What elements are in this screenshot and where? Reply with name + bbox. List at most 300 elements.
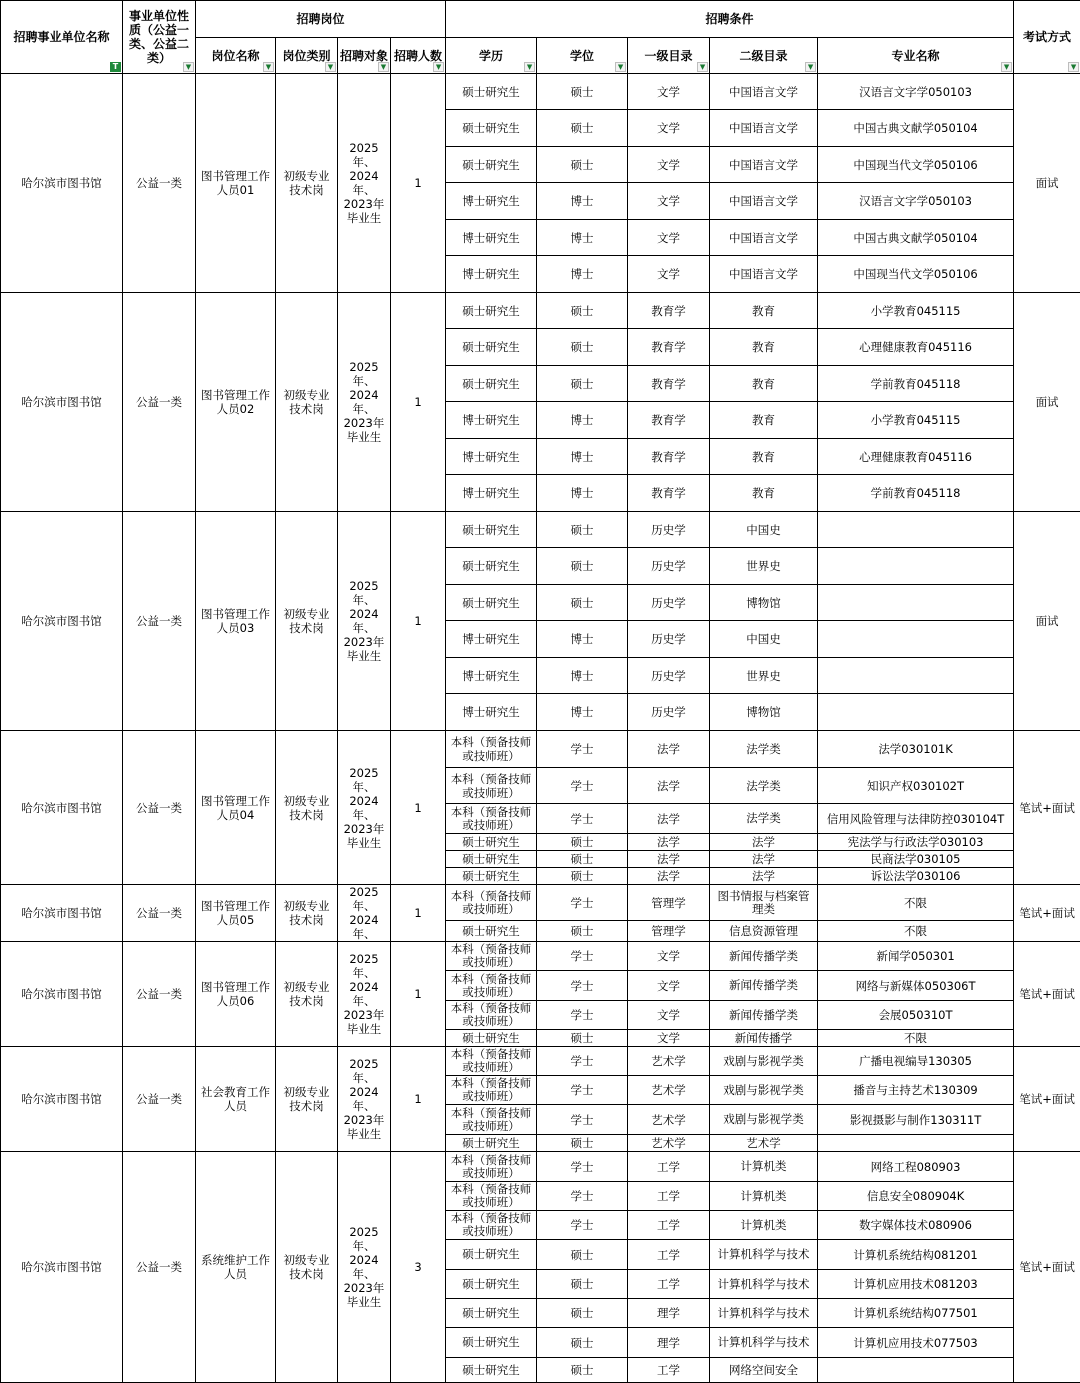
cell-unit-name[interactable]: 哈尔滨市图书馆 [1,731,123,885]
cell-second-cat[interactable]: 中国语言文学 [710,74,818,110]
cell-education[interactable]: 本科（预备技师或技师班） [446,1047,537,1076]
cell-major[interactable]: 学前教育045118 [818,475,1014,512]
cell-major[interactable]: 计算机应用技术081203 [818,1270,1014,1299]
cell-first-cat[interactable]: 教育学 [628,366,710,402]
cell-education[interactable]: 博士研究生 [446,439,537,475]
cell-degree[interactable]: 硕士 [537,110,628,147]
table-row [1,74,1080,110]
cell-first-cat[interactable]: 工学 [628,1240,710,1270]
cell-degree[interactable]: 学士 [537,1105,628,1135]
cell-degree[interactable]: 硕士 [537,921,628,942]
cell-degree[interactable]: 学士 [537,1211,628,1240]
header-cond-group: 招聘条件 [446,1,1014,38]
cell-second-cat[interactable]: 教育 [710,329,818,366]
cell-second-cat[interactable]: 法学类 [710,804,818,834]
cell-degree[interactable]: 硕士 [537,868,628,885]
cell-first-cat[interactable]: 工学 [628,1152,710,1182]
cell-degree[interactable]: 博士 [537,183,628,220]
cell-major[interactable]: 数字媒体技术080906 [818,1211,1014,1240]
cell-education[interactable]: 本科（预备技师或技师班） [446,885,537,921]
cell-post-type[interactable]: 初级专业技术岗 [276,1047,338,1152]
cell-major[interactable]: 不限 [818,921,1014,942]
cell-major[interactable]: 信用风险管理与法律防控030104T [818,804,1014,834]
cell-education[interactable]: 硕士研究生 [446,110,537,147]
cell-first-cat[interactable]: 法学 [628,834,710,851]
header-second-cat[interactable]: 二级目录 ▼ [710,38,818,74]
cell-degree[interactable]: 硕士 [537,1030,628,1047]
cell-unit-nature[interactable]: 公益一类 [123,512,196,731]
cell-first-cat[interactable]: 文学 [628,256,710,293]
cell-education[interactable]: 本科（预备技师或技师班） [446,1152,537,1182]
cell-education[interactable]: 硕士研究生 [446,1240,537,1270]
cell-education[interactable]: 博士研究生 [446,183,537,220]
cell-degree[interactable]: 硕士 [537,851,628,868]
cell-education[interactable]: 硕士研究生 [446,329,537,366]
cell-second-cat[interactable]: 世界史 [710,548,818,585]
table-row [1,1047,1080,1076]
dropdown-arrow-icon[interactable]: ▼ [433,62,444,72]
cell-second-cat[interactable]: 中国语言文学 [710,147,818,183]
header-education[interactable]: 学历 ▼ [446,38,537,74]
cell-unit-nature[interactable]: 公益一类 [123,293,196,512]
cell-first-cat[interactable]: 管理学 [628,921,710,942]
cell-degree[interactable]: 学士 [537,731,628,768]
cell-major[interactable] [818,694,1014,731]
cell-post-name[interactable]: 图书管理工作人员06 [196,942,276,1047]
cell-major[interactable]: 宪法学与行政法学030103 [818,834,1014,851]
cell-exam[interactable]: 面试 [1014,74,1080,293]
cell-degree[interactable]: 硕士 [537,329,628,366]
cell-second-cat[interactable]: 计算机类 [710,1152,818,1182]
table-row [1,1152,1080,1182]
cell-degree[interactable]: 硕士 [537,1135,628,1152]
cell-major[interactable]: 汉语言文字学050103 [818,74,1014,110]
cell-degree[interactable]: 学士 [537,1076,628,1105]
cell-post-type[interactable]: 初级专业技术岗 [276,885,338,942]
dropdown-arrow-icon[interactable]: ▼ [805,62,816,72]
cell-exam[interactable]: 面试 [1014,512,1080,731]
cell-first-cat[interactable]: 文学 [628,183,710,220]
cell-target[interactable]: 2025年、2024年、 [338,885,391,942]
cell-degree[interactable]: 硕士 [537,1328,628,1358]
cell-unit-nature[interactable]: 公益一类 [123,885,196,942]
cell-major[interactable]: 计算机应用技术077503 [818,1328,1014,1358]
cell-second-cat[interactable]: 教育 [710,366,818,402]
cell-first-cat[interactable]: 工学 [628,1182,710,1211]
cell-education[interactable]: 博士研究生 [446,220,537,256]
header-count[interactable]: 招聘人数 ▼ [391,38,446,74]
cell-first-cat[interactable]: 历史学 [628,512,710,548]
cell-first-cat[interactable]: 艺术学 [628,1076,710,1105]
cell-major[interactable] [818,512,1014,548]
header-unit-nature[interactable]: 事业单位性质（公益一类、公益二类） ▼ [123,1,196,74]
cell-degree[interactable]: 硕士 [537,74,628,110]
cell-second-cat[interactable]: 计算机科学与技术 [710,1299,818,1328]
cell-first-cat[interactable]: 理学 [628,1299,710,1328]
cell-first-cat[interactable]: 教育学 [628,293,710,329]
table-body [1,74,1080,1383]
cell-post-name[interactable]: 系统维护工作人员 [196,1152,276,1383]
cell-major[interactable]: 中国现当代文学050106 [818,256,1014,293]
cell-second-cat[interactable]: 教育 [710,439,818,475]
cell-education[interactable]: 硕士研究生 [446,548,537,585]
dropdown-arrow-icon[interactable]: ▼ [183,62,194,72]
cell-education[interactable]: 硕士研究生 [446,1135,537,1152]
cell-first-cat[interactable]: 艺术学 [628,1047,710,1076]
cell-post-name[interactable]: 图书管理工作人员04 [196,731,276,885]
cell-exam[interactable]: 笔试+面试 [1014,1152,1080,1383]
table-row [1,731,1080,768]
cell-first-cat[interactable]: 文学 [628,110,710,147]
cell-first-cat[interactable]: 艺术学 [628,1105,710,1135]
cell-second-cat[interactable]: 中国语言文学 [710,220,818,256]
cell-target[interactable]: 2025年、2024年、2023年毕业生 [338,74,391,293]
cell-count[interactable]: 1 [391,1047,446,1152]
cell-second-cat[interactable]: 法学类 [710,731,818,768]
header-post-type[interactable]: 岗位类别 ▼ [276,38,338,74]
cell-education[interactable]: 硕士研究生 [446,1328,537,1358]
cell-second-cat[interactable]: 计算机科学与技术 [710,1240,818,1270]
cell-education[interactable]: 本科（预备技师或技师班） [446,1182,537,1211]
cell-education[interactable]: 本科（预备技师或技师班） [446,768,537,804]
header-first-cat[interactable]: 一级目录 ▼ [628,38,710,74]
cell-degree[interactable]: 学士 [537,768,628,804]
cell-education[interactable]: 硕士研究生 [446,293,537,329]
cell-second-cat[interactable]: 中国语言文学 [710,110,818,147]
cell-post-type[interactable]: 初级专业技术岗 [276,731,338,885]
header-target[interactable]: 招聘对象 ▼ [338,38,391,74]
cell-first-cat[interactable]: 文学 [628,1001,710,1030]
cell-second-cat[interactable]: 法学 [710,851,818,868]
cell-major[interactable]: 计算机系统结构077501 [818,1299,1014,1328]
cell-second-cat[interactable]: 计算机科学与技术 [710,1328,818,1358]
dropdown-arrow-icon[interactable]: ▼ [1068,62,1079,72]
cell-first-cat[interactable]: 教育学 [628,329,710,366]
cell-education[interactable]: 硕士研究生 [446,1270,537,1299]
header-exam[interactable]: 考试方式 ▼ [1014,1,1080,74]
cell-first-cat[interactable]: 法学 [628,851,710,868]
filter-active-icon[interactable]: T [110,62,121,72]
cell-degree[interactable]: 学士 [537,1001,628,1030]
cell-major[interactable]: 中国古典文献学050104 [818,110,1014,147]
cell-education[interactable]: 本科（预备技师或技师班） [446,731,537,768]
cell-count[interactable]: 1 [391,293,446,512]
cell-unit-nature[interactable]: 公益一类 [123,1152,196,1383]
cell-major[interactable]: 小学教育045115 [818,402,1014,439]
cell-first-cat[interactable]: 历史学 [628,694,710,731]
cell-second-cat[interactable]: 信息资源管理 [710,921,818,942]
cell-post-type[interactable]: 初级专业技术岗 [276,512,338,731]
cell-target[interactable]: 2025年、2024年、2023年毕业生 [338,512,391,731]
cell-major[interactable]: 广播电视编导130305 [818,1047,1014,1076]
cell-degree[interactable]: 博士 [537,621,628,658]
cell-second-cat[interactable]: 艺术学 [710,1135,818,1152]
cell-first-cat[interactable]: 教育学 [628,439,710,475]
cell-first-cat[interactable]: 文学 [628,74,710,110]
cell-first-cat[interactable]: 法学 [628,731,710,768]
cell-second-cat[interactable]: 戏剧与影视学类 [710,1076,818,1105]
dropdown-arrow-icon[interactable]: ▼ [524,62,535,72]
table-row [1,885,1080,921]
cell-count[interactable]: 1 [391,731,446,885]
cell-degree[interactable]: 学士 [537,942,628,971]
cell-major[interactable]: 小学教育045115 [818,293,1014,329]
cell-education[interactable]: 硕士研究生 [446,868,537,885]
cell-major[interactable]: 诉讼法学030106 [818,868,1014,885]
cell-degree[interactable]: 博士 [537,402,628,439]
table-row [1,512,1080,548]
cell-education[interactable]: 硕士研究生 [446,834,537,851]
cell-degree[interactable]: 学士 [537,1152,628,1182]
cell-first-cat[interactable]: 文学 [628,1030,710,1047]
cell-first-cat[interactable]: 法学 [628,804,710,834]
cell-post-type[interactable]: 初级专业技术岗 [276,942,338,1047]
dropdown-arrow-icon[interactable]: ▼ [615,62,626,72]
cell-education[interactable]: 本科（预备技师或技师班） [446,1076,537,1105]
cell-exam[interactable]: 笔试+面试 [1014,885,1080,942]
cell-degree[interactable]: 博士 [537,475,628,512]
cell-first-cat[interactable]: 法学 [628,768,710,804]
cell-post-name[interactable]: 图书管理工作人员03 [196,512,276,731]
cell-major[interactable] [818,1358,1014,1383]
cell-first-cat[interactable]: 文学 [628,971,710,1001]
cell-unit-nature[interactable]: 公益一类 [123,74,196,293]
cell-education[interactable]: 硕士研究生 [446,1299,537,1328]
cell-post-name[interactable]: 图书管理工作人员01 [196,74,276,293]
cell-first-cat[interactable]: 管理学 [628,885,710,921]
cell-major[interactable] [818,621,1014,658]
cell-degree[interactable]: 硕士 [537,1240,628,1270]
cell-degree[interactable]: 硕士 [537,512,628,548]
cell-unit-name[interactable]: 哈尔滨市图书馆 [1,74,123,293]
cell-second-cat[interactable]: 法学类 [710,768,818,804]
cell-major[interactable]: 播音与主持艺术130309 [818,1076,1014,1105]
cell-education[interactable]: 博士研究生 [446,694,537,731]
cell-major[interactable]: 汉语言文字学050103 [818,183,1014,220]
cell-first-cat[interactable]: 历史学 [628,548,710,585]
cell-education[interactable]: 硕士研究生 [446,147,537,183]
cell-post-type[interactable]: 初级专业技术岗 [276,74,338,293]
cell-degree[interactable]: 硕士 [537,1358,628,1383]
cell-major[interactable] [818,658,1014,694]
cell-second-cat[interactable]: 教育 [710,475,818,512]
cell-second-cat[interactable]: 新闻传播学类 [710,971,818,1001]
cell-education[interactable]: 硕士研究生 [446,1030,537,1047]
cell-major[interactable]: 中国现当代文学050106 [818,147,1014,183]
cell-first-cat[interactable]: 历史学 [628,658,710,694]
cell-degree[interactable]: 硕士 [537,147,628,183]
cell-major[interactable]: 信息安全080904K [818,1182,1014,1211]
cell-second-cat[interactable]: 中国语言文学 [710,183,818,220]
cell-first-cat[interactable]: 教育学 [628,475,710,512]
header-degree[interactable]: 学位 ▼ [537,38,628,74]
cell-first-cat[interactable]: 工学 [628,1358,710,1383]
cell-target[interactable]: 2025年、2024年、2023年毕业生 [338,293,391,512]
cell-degree[interactable]: 学士 [537,885,628,921]
cell-count[interactable]: 3 [391,1152,446,1383]
cell-major[interactable]: 中国古典文献学050104 [818,220,1014,256]
cell-major[interactable]: 心理健康教育045116 [818,329,1014,366]
cell-unit-nature[interactable]: 公益一类 [123,1047,196,1152]
cell-education[interactable]: 博士研究生 [446,256,537,293]
cell-unit-nature[interactable]: 公益一类 [123,942,196,1047]
cell-second-cat[interactable]: 教育 [710,293,818,329]
cell-second-cat[interactable]: 中国史 [710,621,818,658]
cell-count[interactable]: 1 [391,74,446,293]
cell-second-cat[interactable]: 网络空间安全 [710,1358,818,1383]
cell-first-cat[interactable]: 工学 [628,1211,710,1240]
cell-degree[interactable]: 博士 [537,658,628,694]
cell-target[interactable]: 2025年、2024年、2023年毕业生 [338,942,391,1047]
cell-major[interactable]: 网络工程080903 [818,1152,1014,1182]
dropdown-arrow-icon[interactable]: ▼ [263,62,274,72]
cell-second-cat[interactable]: 戏剧与影视学类 [710,1047,818,1076]
cell-first-cat[interactable]: 历史学 [628,585,710,621]
cell-unit-name[interactable]: 哈尔滨市图书馆 [1,885,123,942]
cell-degree[interactable]: 硕士 [537,834,628,851]
cell-first-cat[interactable]: 理学 [628,1328,710,1358]
dropdown-arrow-icon[interactable]: ▼ [325,62,336,72]
dropdown-arrow-icon[interactable]: ▼ [378,62,389,72]
cell-education[interactable]: 博士研究生 [446,475,537,512]
cell-education[interactable]: 博士研究生 [446,621,537,658]
cell-unit-name[interactable]: 哈尔滨市图书馆 [1,293,123,512]
cell-degree[interactable]: 硕士 [537,548,628,585]
cell-first-cat[interactable]: 法学 [628,868,710,885]
cell-second-cat[interactable]: 博物馆 [710,585,818,621]
cell-degree[interactable]: 学士 [537,804,628,834]
cell-education[interactable]: 硕士研究生 [446,512,537,548]
cell-degree[interactable]: 硕士 [537,1299,628,1328]
cell-target[interactable]: 2025年、2024年、2023年毕业生 [338,731,391,885]
dropdown-arrow-icon[interactable]: ▼ [697,62,708,72]
cell-second-cat[interactable]: 博物馆 [710,694,818,731]
cell-education[interactable]: 本科（预备技师或技师班） [446,1105,537,1135]
cell-degree[interactable]: 硕士 [537,585,628,621]
cell-education[interactable]: 硕士研究生 [446,921,537,942]
cell-education[interactable]: 硕士研究生 [446,366,537,402]
cell-education[interactable]: 硕士研究生 [446,1358,537,1383]
cell-education[interactable]: 博士研究生 [446,402,537,439]
cell-education[interactable]: 本科（预备技师或技师班） [446,971,537,1001]
cell-post-name[interactable]: 图书管理工作人员05 [196,885,276,942]
cell-education[interactable]: 博士研究生 [446,658,537,694]
cell-major[interactable]: 会展050310T [818,1001,1014,1030]
cell-education[interactable]: 本科（预备技师或技师班） [446,942,537,971]
cell-degree[interactable]: 硕士 [537,366,628,402]
cell-second-cat[interactable]: 计算机类 [710,1182,818,1211]
cell-major[interactable]: 影视摄影与制作130311T [818,1105,1014,1135]
cell-first-cat[interactable]: 文学 [628,220,710,256]
cell-unit-name[interactable]: 哈尔滨市图书馆 [1,1152,123,1383]
cell-count[interactable]: 1 [391,512,446,731]
cell-second-cat[interactable]: 中国语言文学 [710,256,818,293]
cell-unit-name[interactable]: 哈尔滨市图书馆 [1,942,123,1047]
cell-major[interactable]: 不限 [818,885,1014,921]
cell-post-name[interactable]: 图书管理工作人员02 [196,293,276,512]
cell-second-cat[interactable]: 世界史 [710,658,818,694]
cell-post-name[interactable]: 社会教育工作人员 [196,1047,276,1152]
cell-second-cat[interactable]: 计算机科学与技术 [710,1270,818,1299]
cell-degree[interactable]: 硕士 [537,293,628,329]
cell-first-cat[interactable]: 艺术学 [628,1135,710,1152]
cell-unit-name[interactable]: 哈尔滨市图书馆 [1,512,123,731]
cell-major[interactable] [818,548,1014,585]
cell-major[interactable] [818,1135,1014,1152]
cell-major[interactable]: 法学030101K [818,731,1014,768]
cell-second-cat[interactable]: 法学 [710,834,818,851]
cell-second-cat[interactable]: 教育 [710,402,818,439]
cell-unit-nature[interactable]: 公益一类 [123,731,196,885]
cell-first-cat[interactable]: 工学 [628,1270,710,1299]
cell-second-cat[interactable]: 新闻传播学 [710,1030,818,1047]
cell-second-cat[interactable]: 中国史 [710,512,818,548]
cell-count[interactable]: 1 [391,885,446,942]
cell-unit-name[interactable]: 哈尔滨市图书馆 [1,1047,123,1152]
cell-major[interactable]: 不限 [818,1030,1014,1047]
cell-degree[interactable]: 博士 [537,220,628,256]
cell-count[interactable]: 1 [391,942,446,1047]
cell-education[interactable]: 硕士研究生 [446,74,537,110]
cell-education[interactable]: 硕士研究生 [446,851,537,868]
cell-second-cat[interactable]: 新闻传播学类 [710,942,818,971]
cell-education[interactable]: 本科（预备技师或技师班） [446,1211,537,1240]
cell-post-type[interactable]: 初级专业技术岗 [276,293,338,512]
cell-second-cat[interactable]: 法学 [710,868,818,885]
cell-first-cat[interactable]: 历史学 [628,621,710,658]
cell-major[interactable]: 心理健康教育045116 [818,439,1014,475]
cell-exam[interactable]: 面试 [1014,293,1080,512]
cell-degree[interactable]: 博士 [537,439,628,475]
cell-exam[interactable]: 笔试+面试 [1014,942,1080,1047]
cell-major[interactable]: 知识产权030102T [818,768,1014,804]
cell-degree[interactable]: 学士 [537,971,628,1001]
cell-education[interactable]: 本科（预备技师或技师班） [446,1001,537,1030]
cell-major[interactable]: 新闻学050301 [818,942,1014,971]
cell-exam[interactable]: 笔试+面试 [1014,731,1080,885]
cell-degree[interactable]: 硕士 [537,1270,628,1299]
cell-second-cat[interactable]: 图书情报与档案管理类 [710,885,818,921]
cell-major[interactable]: 学前教育045118 [818,366,1014,402]
table-row [1,293,1080,329]
cell-degree[interactable]: 博士 [537,256,628,293]
cell-degree[interactable]: 博士 [537,694,628,731]
cell-degree[interactable]: 学士 [537,1047,628,1076]
cell-major[interactable]: 民商法学030105 [818,851,1014,868]
cell-education[interactable]: 硕士研究生 [446,585,537,621]
header-unit-name[interactable]: 招聘事业单位名称 T [1,1,123,74]
cell-major[interactable]: 网络与新媒体050306T [818,971,1014,1001]
cell-second-cat[interactable]: 戏剧与影视学类 [710,1105,818,1135]
cell-major[interactable] [818,585,1014,621]
cell-first-cat[interactable]: 文学 [628,942,710,971]
cell-target[interactable]: 2025年、2024年、2023年毕业生 [338,1047,391,1152]
table-row [1,942,1080,971]
cell-second-cat[interactable]: 新闻传播学类 [710,1001,818,1030]
cell-target[interactable]: 2025年、2024年、2023年毕业生 [338,1152,391,1383]
cell-major[interactable]: 计算机系统结构081201 [818,1240,1014,1270]
dropdown-arrow-icon[interactable]: ▼ [1001,62,1012,72]
cell-first-cat[interactable]: 文学 [628,147,710,183]
header-major[interactable]: 专业名称 ▼ [818,38,1014,74]
cell-first-cat[interactable]: 教育学 [628,402,710,439]
cell-second-cat[interactable]: 计算机类 [710,1211,818,1240]
cell-post-type[interactable]: 初级专业技术岗 [276,1152,338,1383]
cell-degree[interactable]: 学士 [537,1182,628,1211]
header-post-name[interactable]: 岗位名称 ▼ [196,38,276,74]
cell-exam[interactable]: 笔试+面试 [1014,1047,1080,1152]
cell-education[interactable]: 本科（预备技师或技师班） [446,804,537,834]
